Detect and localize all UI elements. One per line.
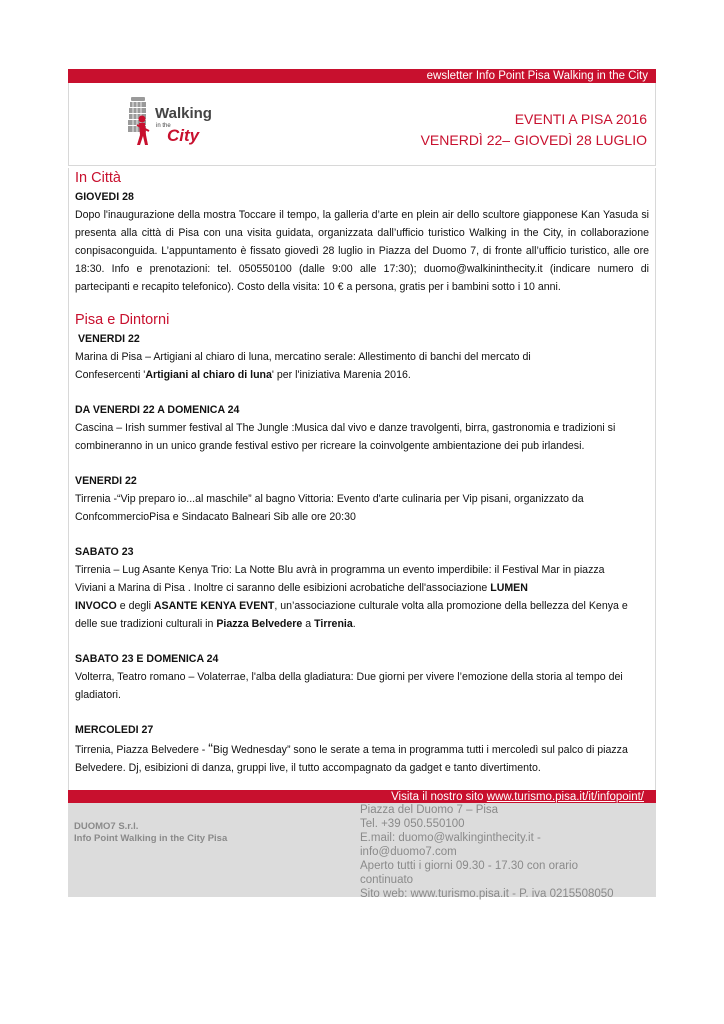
visit-site-bar	[68, 790, 656, 803]
footer	[68, 803, 656, 900]
event-text: Volterra, Teatro romano – Volaterrae, l'alba della gladiatura: Due giorni per vivere l’emozione della storia al tempo dei	[75, 671, 623, 683]
event-text: delle sue tradizioni culturali in Piazza Belvedere a Tirrenia.	[75, 618, 356, 630]
logo-line1: Walking	[155, 105, 212, 122]
event-title-line1: EVENTI A PISA 2016	[514, 111, 647, 127]
day-label: VENERDI 22	[75, 475, 137, 487]
email-line2[interactable]: info@duomo7.com	[360, 846, 457, 858]
company-name: DUOMO7 S.r.l.	[74, 821, 139, 832]
phone: Tel. +39 050.550100	[360, 818, 465, 830]
event-text: INVOCO e degli ASANTE KENYA EVENT, un’associazione culturale volta alla promozione della bellezza del Kenya e	[75, 600, 628, 612]
event-text: Tirrenia – Lug Asante Kenya Trio: La Notte Blu avrà in programma un evento imperdibile: il Festival Mar in piazza	[75, 564, 605, 576]
newsletter-page	[68, 69, 656, 900]
in-citta-text: Dopo l'inaugurazione della mostra Toccare il tempo, la galleria d’arte en plein air dello scultore giapponese Kan Yasuda si presenta alla città di Pisa con una visita guidata, organizzata dall’ufficio turistico Walking in the City, in collaborazione conpisaconguida. L’appuntamento è fissato giovedì 28 luglio in Piazza del Duomo 7, di fronte all’ufficio turistico, alle ore 18:30. Info e prenotazioni: tel. 050550100 (dalle 9:00 alle 17:30); duomo@walkininthecity.it (indicare numero di partecipanti e recapito telefonico). Costo della visita: 10 € a persona, gratis per i bambini sotto i 10 anni.	[75, 209, 649, 293]
event-title-line2: VENERDÌ 22– GIOVEDÌ 28 LUGLIO	[420, 132, 647, 148]
event-text: combineranno in un unico grande festival estivo per ricreare la coinvolgente ambientazione dei pub irlandesi.	[75, 440, 585, 452]
day-label: MERCOLEDI 27	[75, 724, 154, 736]
newsletter-bar: ewsletter Info Point Pisa Walking in the City	[68, 69, 656, 83]
footer-company	[74, 821, 227, 845]
email-line1[interactable]: E.mail: duomo@walkinginthecity.it -	[360, 832, 541, 844]
section-title-in-citta: In Città	[75, 170, 121, 186]
walking-in-the-city-logo	[115, 91, 212, 157]
address: Piazza del Duomo 7 – Pisa	[360, 804, 499, 816]
event-text: ConfcommercioPisa e Sindacato Balneari Sib alle ore 20:30	[75, 511, 356, 523]
hours-line2: continuato	[360, 874, 414, 886]
company-subtitle: Info Point Walking in the City Pisa	[74, 833, 228, 844]
hours-line1: Aperto tutti i giorni 09.30 - 17.30 con orario	[360, 860, 578, 872]
day-label: GIOVEDI 28	[75, 191, 134, 203]
section-title-dintorni: Pisa e Dintorni	[75, 312, 170, 328]
event-text: Belvedere. Dj, esibizioni di danza, gruppi live, il tutto accompagnato da gadget e tanto divertimento.	[75, 762, 541, 774]
event-text: Tirrenia, Piazza Belvedere - “Big Wednesday” sono le serate a tema in programma tutti i mercoledì sul palco di piazza	[75, 740, 628, 756]
header	[68, 83, 656, 166]
logo-line3: City	[167, 126, 200, 145]
visit-prefix: Visita il nostro sito	[391, 791, 487, 803]
content	[68, 168, 656, 790]
event-text: gladiatori.	[75, 689, 121, 701]
event-text: Marina di Pisa – Artigiani al chiaro di luna, mercatino serale: Allestimento di banchi del mercato di	[75, 351, 531, 363]
event-text: Tirrenia -“Vip preparo io...al maschile” al bagno Vittoria: Evento d'arte culinaria per Vip pisani, organizzato da	[75, 493, 584, 505]
logo-line2: in the	[156, 123, 171, 129]
day-label: SABATO 23 E DOMENICA 24	[75, 653, 219, 665]
day-label: VENERDI 22	[75, 333, 140, 345]
website: Sito web: www.turismo.pisa.it - P. iva 0215508050	[360, 888, 614, 900]
event-text: Cascina – Irish summer festival al The Jungle :Musica dal vivo e danze travolgenti, birra, gastronomia e tradizioni si	[75, 422, 616, 434]
event-text: Viviani a Marina di Pisa . Inoltre ci saranno delle esibizioni acrobatiche dell'associazione LUMEN	[75, 582, 528, 594]
day-label: SABATO 23	[75, 546, 134, 558]
event-title	[421, 109, 647, 151]
event-text: Confesercenti 'Artigiani al chiaro di luna' per l'iniziativa Marenia 2016.	[75, 369, 411, 381]
site-link[interactable]: www.turismo.pisa.it/it/infopoint/	[486, 791, 644, 803]
day-label: DA VENERDI 22 A DOMENICA 24	[75, 404, 240, 416]
footer-contacts	[360, 803, 650, 901]
